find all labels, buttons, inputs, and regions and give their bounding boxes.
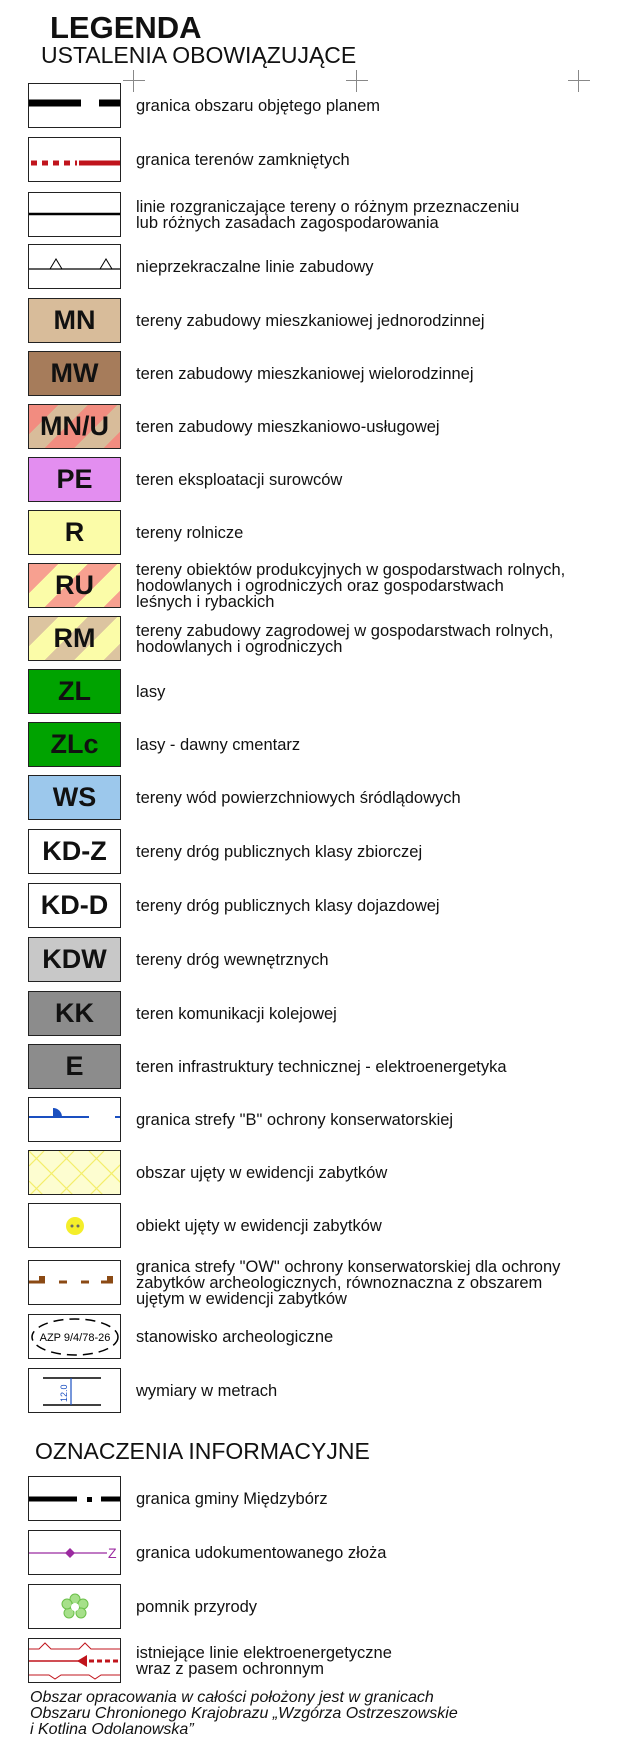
dimension-symbol — [28, 1368, 121, 1413]
zone-code: RU — [55, 570, 94, 600]
zone-swatch-KDD — [28, 883, 121, 928]
legend-item-PE — [28, 457, 608, 504]
legend-subtitle: USTALENIA OBOWIĄZUJĄCE — [41, 42, 357, 68]
legend-item-ZLc — [28, 722, 608, 769]
legend-item-granica-zloza — [28, 1530, 608, 1577]
legend-label: granica udokumentowanego złoża — [136, 1543, 387, 1562]
legend-item-R — [28, 510, 608, 557]
zone-code: R — [64, 517, 85, 547]
zone-swatch-RM — [28, 616, 121, 661]
legend-item-pomnik — [28, 1584, 608, 1631]
zone-swatch-PE — [28, 457, 121, 502]
zone-code: RM — [53, 623, 96, 653]
zone-code: E — [65, 1051, 84, 1081]
zone-swatch-ZL — [28, 669, 121, 714]
power-line-symbol — [28, 1638, 121, 1683]
legend-item-KDZ — [28, 829, 608, 876]
info-section-title: OZNACZENIA INFORMACYJNE — [35, 1438, 370, 1464]
legend-label: teren zabudowy mieszkaniowo-usługowej — [136, 417, 440, 436]
zone-swatch-KK — [28, 991, 121, 1036]
zone-code: KD-Z — [42, 836, 107, 866]
legend-label: obszar ujęty w ewidencji zabytków — [136, 1163, 388, 1182]
dimension-value: 12.0 — [59, 1384, 69, 1402]
zone-code: KD-D — [40, 890, 109, 920]
legend-label: pomnik przyrody — [136, 1597, 258, 1616]
legend-label: istniejące linie elektroenergetyczne wraz z pasem ochronnym — [136, 1643, 392, 1678]
legend-label: tereny zabudowy zagrodowej w gospodarstwach rolnych, hodowlanych i ogrodniczych — [136, 621, 554, 656]
legend-label: tereny dróg publicznych klasy dojazdowej — [136, 896, 440, 915]
legend-item-linie-zabudowy — [28, 244, 608, 291]
legend-label: teren zabudowy mieszkaniowej wielorodzinnej — [136, 364, 474, 383]
legend-label: tereny zabudowy mieszkaniowej jednorodzinnej — [136, 311, 485, 330]
legend-item-wymiary — [28, 1368, 608, 1415]
site-code: AZP 9/4/78-26 — [39, 1332, 111, 1344]
legend-item-stanowisko — [28, 1314, 608, 1361]
building-line-symbol — [28, 244, 121, 289]
zone-code: KK — [55, 998, 94, 1028]
legend-label: granica strefy "B" ochrony konserwatorskiej — [136, 1110, 454, 1129]
legend-label: granica strefy "OW" ochrony konserwatorskiej dla ochrony zabytków archeologicznych, równoznaczna z obszarem ujętym w ewidencji zabytków — [136, 1257, 561, 1308]
legend-item-strefa-b — [28, 1097, 608, 1144]
legend-item-MW — [28, 351, 608, 398]
zone-code: PE — [56, 464, 93, 494]
zone-code: MN/U — [40, 411, 109, 441]
legend-item-strefa-ow — [28, 1257, 608, 1308]
zone-swatch-MN — [28, 298, 121, 343]
legend-label: teren komunikacji kolejowej — [136, 1004, 337, 1023]
heritage-area-symbol — [28, 1150, 121, 1195]
legend-item-ZL — [28, 669, 608, 716]
legend-label: wymiary w metrach — [136, 1381, 278, 1400]
legend-label: teren eksploatacji surowców — [136, 470, 343, 489]
zone-code: ZLc — [50, 729, 99, 759]
plan-boundary-symbol — [28, 83, 121, 128]
archaeological-site-symbol — [28, 1314, 121, 1359]
legend-item-E — [28, 1044, 608, 1091]
legend-label: tereny dróg wewnętrznych — [136, 950, 329, 969]
legend-item-KK — [28, 991, 608, 1038]
legend-item-obiekt-zabytkow — [28, 1203, 608, 1250]
legend-item-elektro-linie — [28, 1638, 608, 1685]
zone-swatch-RU — [28, 563, 121, 608]
zone-code: MW — [50, 358, 99, 388]
zone-swatch-KDZ — [28, 829, 121, 874]
zone-code: KDW — [42, 944, 107, 974]
legend-item-granica-gminy — [28, 1476, 608, 1523]
legend-label: lasy - dawny cmentarz — [136, 735, 301, 754]
legend-item-granica-planu — [28, 83, 608, 130]
legend-item-RU — [28, 560, 608, 611]
legend-label: teren infrastruktury technicznej - elektroenergetyka — [136, 1057, 507, 1076]
legend-label: tereny obiektów produkcyjnych w gospodarstwach rolnych, hodowlanych i ogrodniczych oraz gospodarstwach leśnych i rybackich — [136, 560, 566, 611]
zone-swatch-KDW — [28, 937, 121, 982]
zone-b-boundary-symbol — [28, 1097, 121, 1142]
legend-label: linie rozgraniczające tereny o różnym przeznaczeniu lub różnych zasadach zagospodarowania — [136, 197, 520, 232]
legend-item-RM — [28, 616, 608, 663]
legend-label: nieprzekraczalne linie zabudowy — [136, 257, 374, 276]
legend-label: granica obszaru objętego planem — [136, 96, 380, 115]
footer-note: Obszar opracowania w całości położony jest w granicach Obszaru Chronionego Krajobrazu „Wzgórza Ostrzeszowskie i Kotlina Odolanowska” — [30, 1689, 458, 1738]
legend-item-MN — [28, 298, 608, 345]
nature-monument-symbol — [28, 1584, 121, 1629]
zone-swatch-E — [28, 1044, 121, 1089]
demarcation-line-symbol — [28, 192, 121, 237]
legend-label: granica gminy Międzybórz — [136, 1489, 328, 1508]
legend-item-MNU — [28, 404, 608, 451]
zone-ow-boundary-symbol — [28, 1260, 121, 1305]
legend-item-KDD — [28, 883, 608, 930]
legend-label: tereny wód powierzchniowych śródlądowych — [136, 788, 461, 807]
heritage-object-symbol — [28, 1203, 121, 1248]
zone-swatch-MW — [28, 351, 121, 396]
legend-label: tereny dróg publicznych klasy zbiorczej — [136, 842, 423, 861]
legend-label: stanowisko archeologiczne — [136, 1327, 334, 1346]
legend-title: LEGENDA — [50, 10, 202, 45]
zone-swatch-WS — [28, 775, 121, 820]
legend-item-WS — [28, 775, 608, 822]
zone-code: MN — [53, 305, 96, 335]
deposit-letter: Z — [108, 1545, 117, 1561]
legend-item-obszar-zabytkow — [28, 1150, 608, 1197]
municipality-boundary-symbol — [28, 1476, 121, 1521]
legend-item-linie-rozgraniczajace — [28, 192, 608, 239]
legend-item-granica-zamkniete — [28, 137, 608, 184]
zone-swatch-R — [28, 510, 121, 555]
legend-label: lasy — [136, 682, 166, 701]
legend-label: tereny rolnicze — [136, 523, 244, 542]
closed-area-boundary-symbol — [28, 137, 121, 182]
deposit-boundary-symbol — [28, 1530, 121, 1575]
zone-code: WS — [52, 782, 97, 812]
legend-item-KDW — [28, 937, 608, 984]
legend-label: obiekt ujęty w ewidencji zabytków — [136, 1216, 382, 1235]
zone-swatch-MNU — [28, 404, 121, 449]
zone-code: ZL — [58, 676, 91, 706]
legend-label: granica terenów zamkniętych — [136, 150, 350, 169]
zone-swatch-ZLc — [28, 722, 121, 767]
